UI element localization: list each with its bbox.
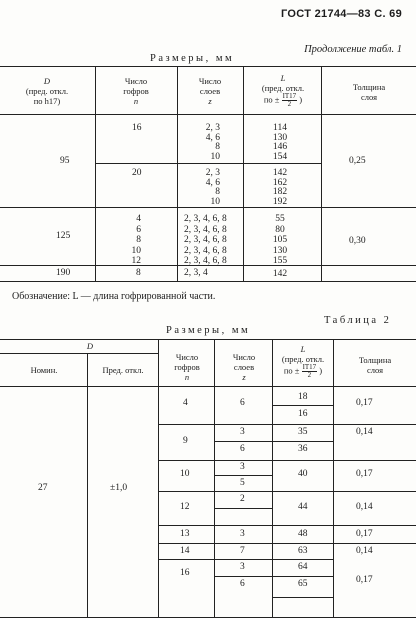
- t2-sloev-r7: 2: [240, 494, 245, 504]
- t2-gofr-9: 9: [183, 436, 188, 446]
- t1-gofr-190: 8: [136, 268, 141, 278]
- t2-pred: ±1,0: [110, 483, 128, 493]
- t2-header-gofr: Число гофров n: [174, 352, 200, 382]
- t2-l-r12: 65: [298, 579, 308, 589]
- t1-header-gofr: Число гофров n: [123, 76, 149, 106]
- t1-tol-125: 0,30: [349, 236, 366, 246]
- t2-tol-7: 0,17: [356, 575, 373, 585]
- t1-l-r3: 55 80 105 130 155: [272, 214, 288, 267]
- t2-gofr-13: 13: [180, 529, 190, 539]
- t2-nom: 27: [38, 483, 48, 493]
- t2-tol-5: 0,17: [356, 529, 373, 539]
- t2-sloev-r12: 6: [240, 579, 245, 589]
- table1-caption: Размеры, мм: [150, 53, 235, 64]
- t1-gofr-125: 4 6 8 10 12: [131, 214, 141, 267]
- t2-sloev-r4: 6: [240, 444, 245, 454]
- t2-gofr-16: 16: [180, 568, 190, 578]
- t2-sloev-r11: 3: [240, 562, 245, 572]
- t1-gofr-16: 16: [132, 123, 142, 133]
- t1-d-125: 125: [56, 231, 71, 241]
- t2-tol-6: 0,14: [356, 546, 373, 556]
- t1-l-r1: 114 130 146 154: [272, 123, 288, 162]
- t1-d-95: 95: [60, 156, 70, 166]
- t2-header-tol: Толщина слоя: [358, 355, 392, 375]
- page-header: ГОСТ 21744—83 С. 69: [281, 8, 402, 20]
- t1-l-r4: 142: [272, 269, 288, 279]
- t2-header-d: D: [86, 341, 94, 351]
- t1-header-sloev: Число слоев z: [198, 76, 222, 106]
- t1-l-r2: 142 162 182 192: [272, 168, 288, 207]
- t2-gofr-4: 4: [183, 398, 188, 408]
- table1-continuation: Продолжение табл. 1: [304, 44, 402, 55]
- t1-header-l: L (пред. откл. по ± $\frac{IT17}{2}$ ): [261, 73, 305, 108]
- t2-tol-1: 0,17: [356, 398, 373, 408]
- t2-sloev-r3: 3: [240, 427, 245, 437]
- t2-l-r2: 16: [298, 409, 308, 419]
- t2-l-r11: 64: [298, 562, 308, 572]
- t1-header-d: D (пред. откл. по h17): [25, 76, 69, 106]
- t2-l-r5: 40: [298, 469, 308, 479]
- t1-gofr-20: 20: [132, 168, 142, 178]
- t2-gofr-12: 12: [180, 502, 190, 512]
- table1-note: Обозначение: L — длина гофрированной части.: [12, 291, 216, 302]
- t1-sloev-r1: 2, 3 4, 6 8 10: [205, 123, 220, 162]
- t1-sloev-r2: 2, 3 4, 6 8 10: [205, 168, 220, 207]
- t1-tol-95: 0,25: [349, 156, 366, 166]
- t1-sloev-r3: 2, 3, 4, 6, 8 2, 3, 4, 6, 8 2, 3, 4, 6, 8 2, 3, 4, 6, 8 2, 3, 4, 6, 8: [184, 214, 227, 267]
- t2-l-r3: 35: [298, 427, 308, 437]
- t2-sloev-r9: 3: [240, 529, 245, 539]
- table2-caption: Размеры, мм: [166, 325, 251, 336]
- t2-sloev-r5: 3: [240, 462, 245, 472]
- t1-sloev-r4: 2, 3, 4: [184, 268, 208, 278]
- t2-tol-3: 0,17: [356, 469, 373, 479]
- t2-l-r7: 44: [298, 502, 308, 512]
- t2-l-r9: 48: [298, 529, 308, 539]
- t2-header-nom: Номин.: [30, 365, 58, 375]
- t2-gofr-14: 14: [180, 546, 190, 556]
- t2-header-sloev: Число слоев z: [232, 352, 256, 382]
- table2-label: Таблица 2: [324, 315, 392, 326]
- t2-tol-2: 0,14: [356, 427, 373, 437]
- t2-sloev-r10: 7: [240, 546, 245, 556]
- t2-tol-4: 0,14: [356, 502, 373, 512]
- t2-sloev-r1: 6: [240, 398, 245, 408]
- t2-header-pred: Пред. откл.: [102, 365, 144, 375]
- t1-d-190: 190: [56, 268, 71, 278]
- t2-gofr-10: 10: [180, 469, 190, 479]
- t2-l-r10: 63: [298, 546, 308, 556]
- t2-header-l: L (пред. откл. по ± $\frac{IT17}{2}$ ): [281, 344, 325, 379]
- t2-l-r4: 36: [298, 444, 308, 454]
- t1-header-tol: Толщина слоя: [352, 82, 386, 102]
- t2-l-r1: 18: [298, 392, 308, 402]
- t2-sloev-r6: 5: [240, 478, 245, 488]
